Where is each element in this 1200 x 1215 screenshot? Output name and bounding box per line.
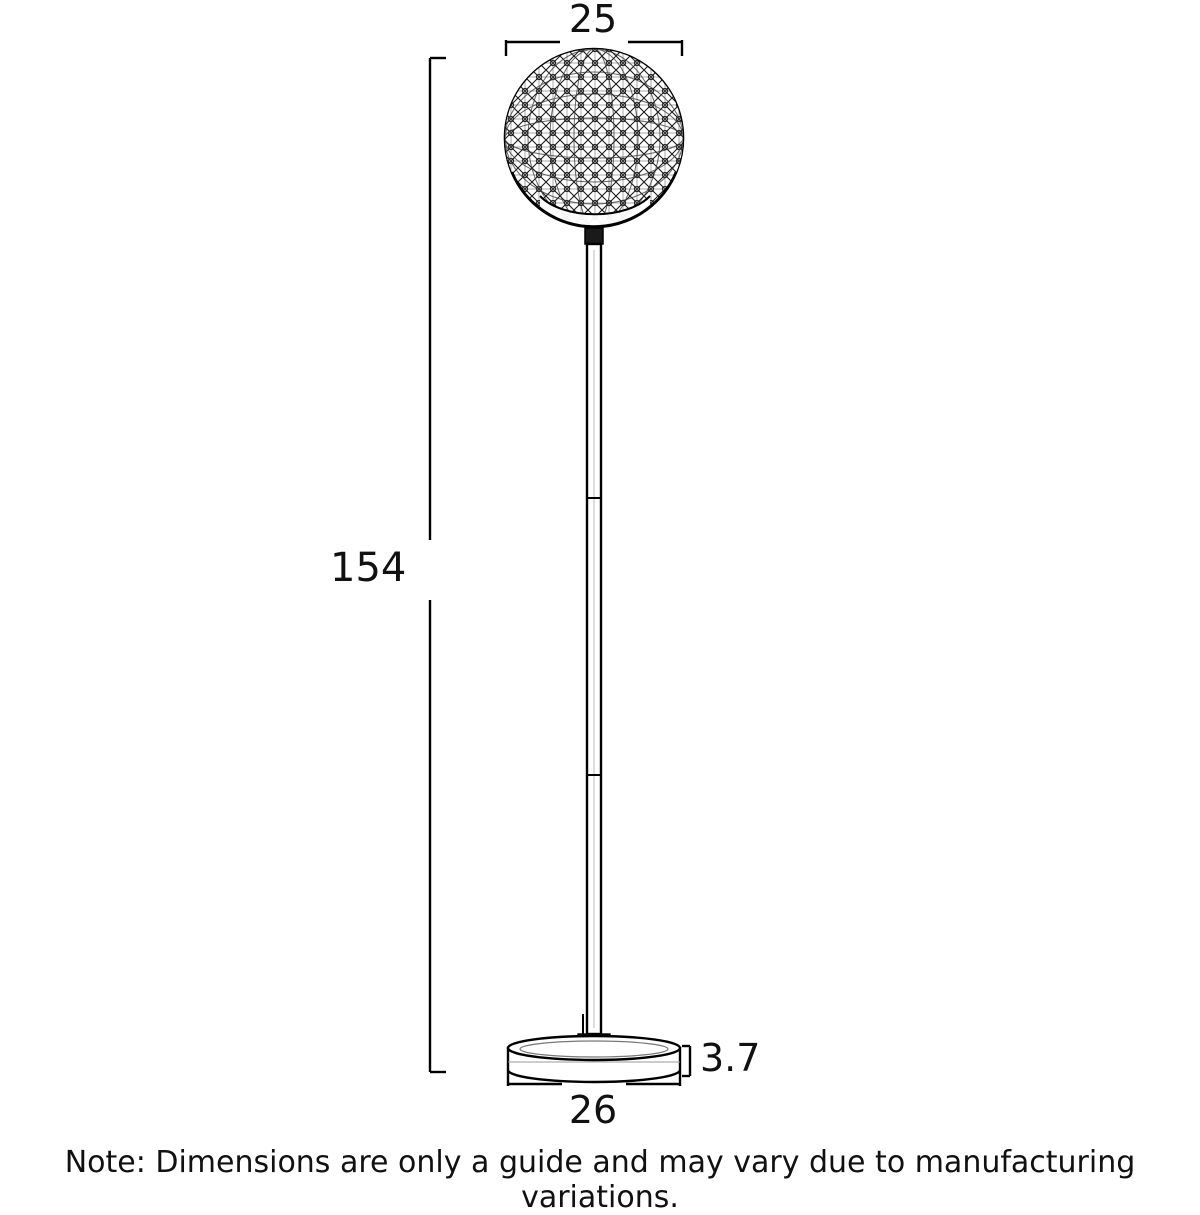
dimension-base-height — [682, 1046, 690, 1076]
dimension-total-height — [430, 58, 446, 1072]
total-height-label: 154 — [330, 545, 407, 591]
base-width-label: 26 — [568, 1088, 618, 1132]
shade-width-label: 25 — [568, 0, 618, 41]
lamp-base — [508, 1034, 680, 1082]
lamp-shade — [500, 44, 690, 240]
dimensions-note: Note: Dimensions are only a guide and may vary due to manufacturing variations. — [64, 1145, 1136, 1215]
base-height-label: 3.7 — [700, 1036, 761, 1080]
lamp-stem — [583, 228, 603, 1034]
